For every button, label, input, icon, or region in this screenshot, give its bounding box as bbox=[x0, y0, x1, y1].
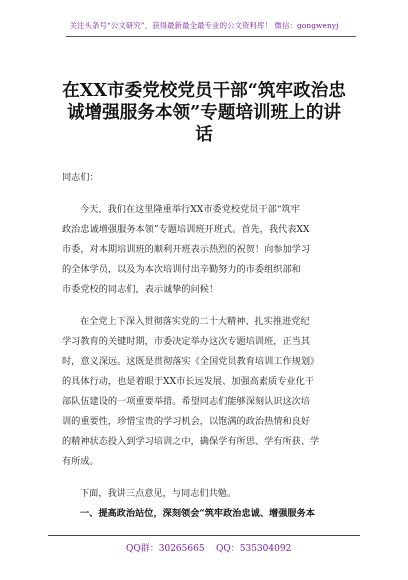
title-line: 在XX市委党校党员干部“筑牢政治忠 bbox=[62, 80, 346, 101]
paragraph-line: 的全体学员，以及为本次培训付出辛勤努力的市委组织部和 bbox=[62, 264, 301, 275]
header-note: 关注头条号“公文研究”，获得最新最全最专业的公文资料库！ 微信：gongwenyj bbox=[69, 21, 339, 30]
paragraph-line: 市委，对本期培训班的顺利开班表示热烈的祝贺！向参加学习 bbox=[62, 244, 311, 255]
salutation: 同志们： bbox=[62, 172, 99, 183]
paragraph-line: 训的重要性，珍惜宝贵的学习机会，以饱满的政治热情和良好 bbox=[62, 416, 311, 427]
footer-qq-group: QQ群：30265665 bbox=[126, 544, 205, 554]
document-body bbox=[62, 168, 358, 524]
paragraph-2 bbox=[62, 312, 358, 472]
title-line: 诚增强服务本领”专题培训班上的讲 bbox=[66, 102, 342, 123]
paragraph-line: 学习教育的关键时期，市委决定举办这次专题培训班，正当其 bbox=[62, 336, 311, 347]
paragraph-line: 今天，我们在这里隆重举行XX市委党校党员干部“筑牢 bbox=[80, 204, 300, 215]
paragraph-1 bbox=[62, 200, 358, 300]
header-divider bbox=[66, 36, 356, 37]
paragraph-line: 部队伍建设的一项重要举措。希望同志们能够深刻认识这次培 bbox=[62, 396, 311, 407]
section-heading: 一、提高政治站位，深刻领会“筑牢政治忠诚、增强服务本 bbox=[80, 508, 315, 519]
paragraph-line: 的具体行动，也是着眼于XX市长远发展、加强高素质专业化干 bbox=[62, 376, 314, 387]
paragraph-3 bbox=[62, 484, 358, 504]
paragraph-line: 时，意义深远。这既是贯彻落实《全国党员教育培训工作规划》 bbox=[62, 356, 320, 367]
document-title bbox=[54, 80, 354, 146]
title-line: 话 bbox=[195, 124, 213, 145]
paragraph-line: 有所成。 bbox=[62, 456, 99, 467]
paragraph-line: 在全党上下深入贯彻落实党的二十大精神、扎实推进党纪 bbox=[80, 316, 310, 327]
footer-divider bbox=[48, 535, 360, 536]
paragraph-line: 的精神状态投入到学习培训之中，确保学有所思、学有所获、学 bbox=[62, 436, 320, 447]
paragraph-line: 市委党校的同志们，表示诚挚的问候！ bbox=[62, 284, 219, 295]
paragraph-line: 下面，我讲三点意见，与同志们共勉。 bbox=[80, 488, 237, 499]
footer-qq-contact: QQ：535304092 bbox=[216, 544, 292, 554]
paragraph-line: 政治忠诚增强服务本领”专题培训班开班式。首先，我代表XX bbox=[62, 224, 310, 235]
